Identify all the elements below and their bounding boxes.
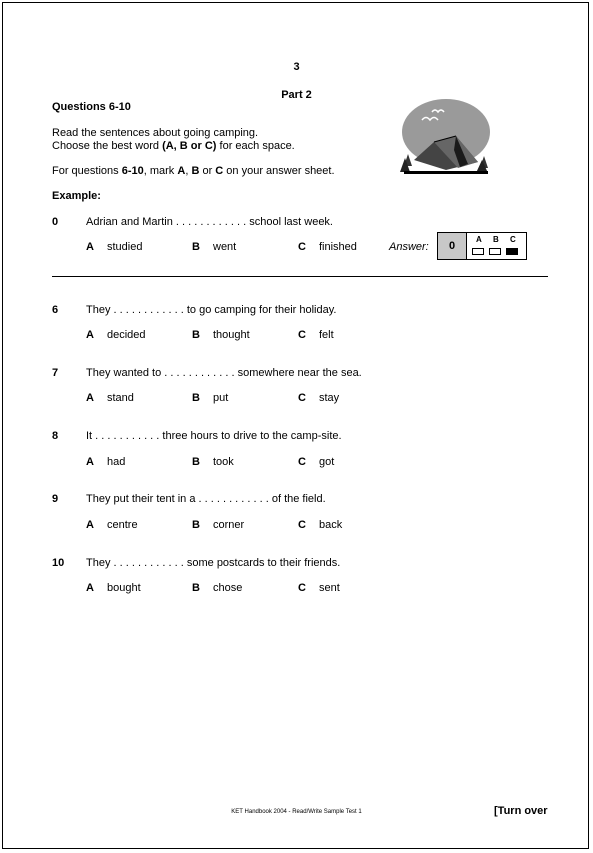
option-text: finished	[319, 241, 357, 253]
question-stem: It . . . . . . . . . . . three hours to drive to the camp-site.	[86, 430, 342, 442]
option-letter: C	[298, 456, 306, 468]
answer-letter: C	[510, 235, 516, 244]
example-label: Example:	[52, 190, 101, 202]
instruction-bold: B	[191, 165, 200, 177]
option-text: decided	[107, 329, 146, 341]
option-letter: A	[86, 392, 94, 404]
option-letter: A	[86, 519, 94, 531]
turn-over-label: [Turn over	[494, 805, 548, 817]
option-text: chose	[213, 582, 243, 594]
instruction-bold: (A, B or C)	[162, 140, 217, 152]
option-letter: B	[192, 519, 200, 531]
option-text: stand	[107, 392, 134, 404]
option-text: corner	[213, 519, 245, 531]
instruction-line-2	[52, 140, 295, 152]
question-stem: They wanted to . . . . . . . . . . . . somewhere near the sea.	[86, 367, 362, 379]
question-number: 0	[52, 216, 59, 228]
instruction-text: for each space.	[216, 140, 295, 152]
instruction-text: or	[199, 165, 216, 177]
question-number: 7	[52, 367, 59, 379]
instruction-text: For questions	[52, 165, 122, 177]
option-letter: C	[298, 519, 306, 531]
option-letter: C	[298, 582, 306, 594]
instruction-line-3	[52, 165, 335, 177]
option-letter: B	[192, 456, 200, 468]
option-letter: B	[192, 241, 200, 253]
option-text: went	[213, 241, 237, 253]
option-text: felt	[319, 329, 334, 341]
question-number: 8	[52, 430, 59, 442]
option-text: put	[213, 392, 229, 404]
option-letter: B	[192, 392, 200, 404]
option-text: stay	[319, 392, 340, 404]
instruction-text: Choose the best word	[52, 140, 163, 152]
option-text: got	[319, 456, 335, 468]
option-letter: A	[86, 241, 94, 253]
divider	[52, 276, 548, 277]
questions-heading: Questions 6-10	[52, 101, 131, 113]
question-stem: They put their tent in a . . . . . . . . . . . . of the field.	[86, 493, 326, 505]
option-text: thought	[213, 329, 250, 341]
option-letter: A	[86, 329, 94, 341]
page-number: 3	[293, 61, 300, 73]
option-text: back	[319, 519, 343, 531]
option-text: bought	[107, 582, 141, 594]
option-text: centre	[107, 519, 138, 531]
question-stem: Adrian and Martin . . . . . . . . . . . . school last week.	[86, 216, 333, 228]
option-text: studied	[107, 241, 143, 253]
instruction-line-1: Read the sentences about going camping.	[52, 127, 259, 139]
option-letter: C	[298, 392, 306, 404]
option-letter: C	[298, 329, 306, 341]
option-letter: B	[192, 582, 200, 594]
question-number: 9	[52, 493, 59, 505]
part-heading: Part 2	[281, 89, 312, 101]
question-stem: They . . . . . . . . . . . . to go camping for their holiday.	[86, 304, 337, 316]
option-letter: C	[298, 241, 306, 253]
option-text: had	[107, 456, 126, 468]
option-text: took	[213, 456, 234, 468]
instruction-bold: 6-10	[121, 165, 144, 177]
footer-source: KET Handbook 2004 - Read/Write Sample Test 1	[231, 809, 362, 815]
instruction-text: , mark	[143, 165, 178, 177]
question-number: 6	[52, 304, 59, 316]
instruction-bold: C	[215, 165, 224, 177]
question-stem: They . . . . . . . . . . . . some postcards to their friends.	[86, 557, 341, 569]
answer-letter: B	[493, 235, 499, 244]
answer-cell-b	[489, 248, 501, 255]
question-number: 10	[52, 557, 65, 569]
answer-label: Answer:	[389, 241, 429, 253]
answer-cell-a	[472, 248, 484, 255]
answer-letter: A	[476, 235, 482, 244]
answer-number: 0	[438, 233, 467, 259]
option-letter: A	[86, 582, 94, 594]
answer-grid	[437, 232, 527, 260]
camping-tent-icon	[396, 98, 492, 180]
option-text: sent	[319, 582, 340, 594]
answer-cell-c	[506, 248, 518, 255]
instruction-bold: A	[177, 165, 186, 177]
instruction-text: on your answer sheet.	[223, 165, 335, 177]
option-letter: A	[86, 456, 94, 468]
option-letter: B	[192, 329, 200, 341]
instruction-text: ,	[185, 165, 192, 177]
